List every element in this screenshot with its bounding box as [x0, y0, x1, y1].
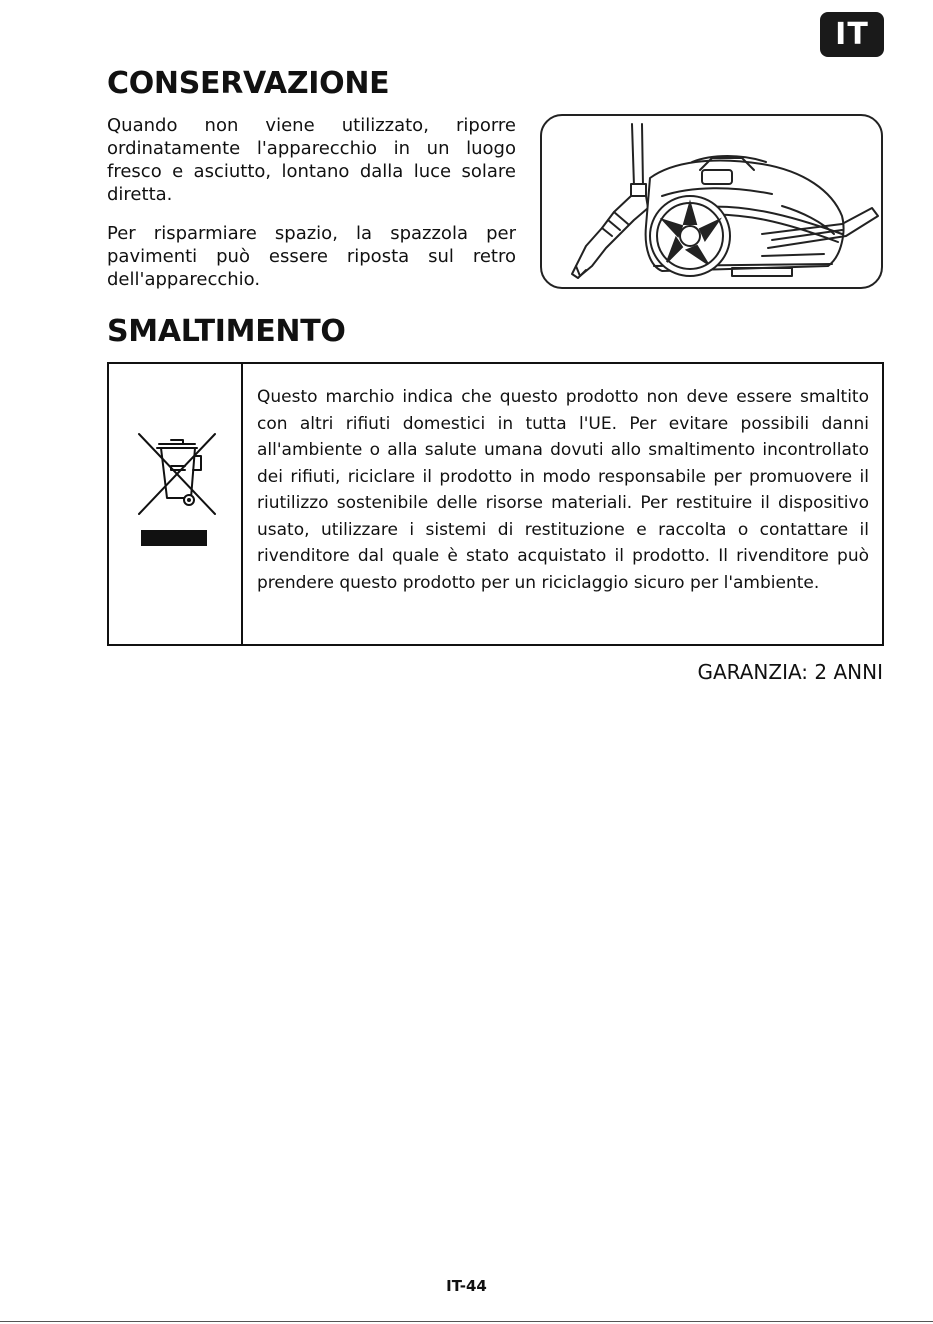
warranty-text: GARANZIA: 2 ANNI: [697, 660, 883, 684]
crossed-out-wheelie-bin-icon: [137, 430, 217, 550]
conservazione-paragraph-1: Quando non viene utilizzato, riporre ordinatamente l'apparecchio in un luogo fresco e asciutto, lontano dalla luce solare diretta.: [107, 115, 516, 205]
vacuum-cleaner-figure: [540, 114, 883, 289]
weee-info-table: [107, 362, 884, 646]
weee-icon-cell: [109, 364, 243, 644]
page-number: IT-44: [446, 1277, 487, 1295]
conservazione-paragraph-2: Per risparmiare spazio, la spazzola per pavimenti può essere riposta sul retro dell'apparecchio.: [107, 223, 516, 290]
smaltimento-heading: SMALTIMENTO: [107, 314, 346, 349]
weee-disposal-text: Questo marchio indica che questo prodotto non deve essere smaltito con altri rifiuti domestici in tutta l'UE. Per evitare possibili danni all'ambiente o alla salute umana dovuti allo smaltimento incontrollato dei rifiuti, riciclare il prodotto in modo responsabile per promuovere il riutilizzo sostenibile delle risorse materiali. Per restituire il dispositivo usato, utilizzare i sistemi di restituzione e raccolta o contattare il rivenditore dal quale è stato acquistato il prodotto. Il rivenditore può prendere questo prodotto per un riciclaggio sicuro per l'ambiente.: [257, 387, 869, 593]
conservazione-heading: CONSERVAZIONE: [107, 66, 390, 101]
language-tab: IT: [820, 12, 884, 57]
vacuum-cleaner-illustration-icon: [542, 116, 883, 289]
bottom-divider: [0, 1321, 933, 1322]
